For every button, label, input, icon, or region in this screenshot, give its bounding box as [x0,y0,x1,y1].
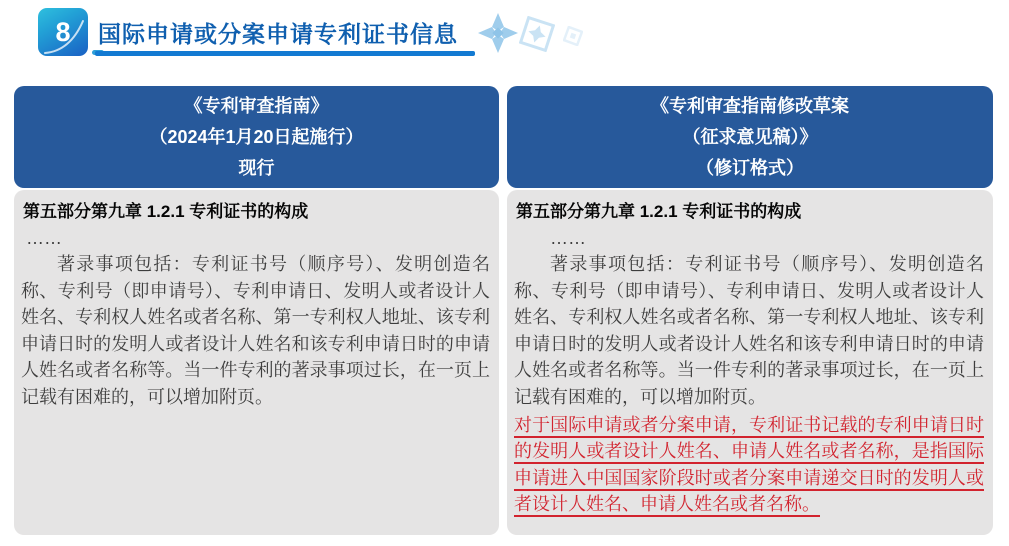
slide-number-badge [38,8,88,56]
revision-text: 对于国际申请或者分案申请，专利证书记载的专利申请日时的发明人或者设计人姓名、申请人姓名或者名称，是指国际申请进入中国国家阶段时或者分案申请递交日时的发明人或者设计人姓名、申请人姓名或者名称。 [514,414,984,515]
left-paragraph: 著录事项包括：专利证书号（顺序号）、发明创造名称、专利号（即申请号）、专利申请日、发明人或者设计人姓名、专利权人姓名或者名称、第一专利权人地址、该专利申请日时的发明人或者设计人姓名和该专利申请日时的申请人姓名或者名称等。当一件专利的著录事项过长，在一页上记载有困难的，可以增加附页。 [21,254,490,407]
right-ellipsis: …… [550,228,586,248]
left-ellipsis: …… [26,228,62,248]
small-diamond-icon [563,26,583,46]
right-column-header [507,86,993,188]
left-section-heading: 第五部分第九章 1.2.1 专利证书的构成 [23,202,309,221]
rotated-square-star-icon [519,16,555,52]
right-header-line-1: 《专利审查指南修改草案 [651,96,849,116]
left-column-body [14,190,499,535]
right-paragraph: 著录事项包括：专利证书号（顺序号）、发明创造名称、专利号（即申请号）、专利申请日、发明人或者设计人姓名、专利权人姓名或者名称、第一专利权人地址、该专利申请日时的发明人或者设计人姓名和该专利申请日时的申请人姓名或者名称等。当一件专利的著录事项过长，在一页上记载有困难的，可以增加附页。 [514,254,984,407]
compass-diamond-icon [477,12,519,54]
left-header-line-1: 《专利审查指南》 [184,96,329,116]
right-column-body [507,190,993,535]
badge-swoosh-decoration [38,8,88,56]
right-section-heading: 第五部分第九章 1.2.1 专利证书的构成 [516,202,802,221]
left-header-line-3: 现行 [238,158,275,178]
title-underline [95,51,475,56]
left-column-header [14,86,499,188]
right-header-line-2: （征求意见稿）》 [682,127,818,147]
page-title: 国际申请或分案申请专利证书信息 [98,21,458,47]
right-header-line-3: （修订格式） [696,158,804,178]
decorative-icons [477,10,587,52]
left-header-line-2: （2024年1月20日起施行） [149,127,364,147]
slide-number: 8 [55,16,71,47]
